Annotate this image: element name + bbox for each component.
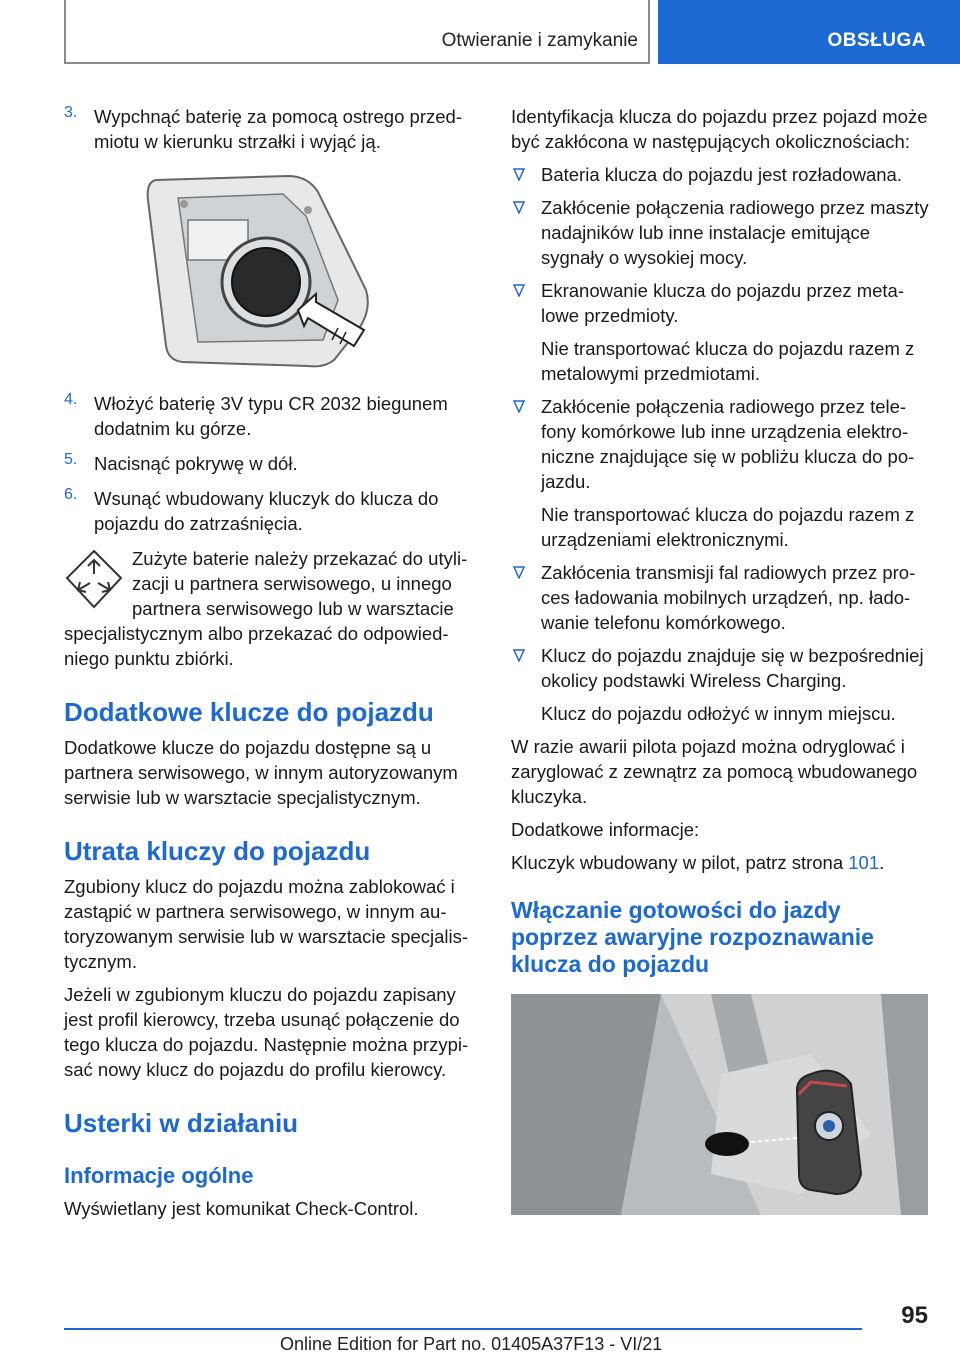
left-column — [64, 104, 478, 1229]
header-left-rule — [64, 0, 66, 64]
step-item — [64, 486, 478, 536]
paragraph-emergency-unlock: W razie awarii pilota pojazd można odryglować i zaryglować z zewnątrz za pomocą wbudowanego kluczyka. — [511, 736, 918, 807]
header-bottom-rule — [64, 62, 650, 64]
step-text: Nacisnąć pokrywę w dół. — [94, 453, 298, 474]
step-number: 6. — [64, 486, 78, 503]
steps-list-a — [64, 104, 478, 154]
paragraph-general-info: Wyświetlany jest komunikat Check-Control. — [64, 1198, 419, 1219]
recycling-text: Zużyte baterie należy przekazać do utylizacji u partnera serwisowego, u innego partnera serwisowego lub w warsztacie specjalistycznym albo przekazać do odpowiedniego punktu zbiórki. — [64, 548, 468, 669]
bullet-item — [511, 560, 931, 635]
step-item — [64, 451, 478, 476]
step-text: Włożyć baterię 3V typu CR 2032 biegunem dodatnim ku górze. — [94, 393, 448, 439]
step-item — [64, 391, 478, 441]
step-number: 3. — [64, 104, 78, 121]
reference-end: . — [879, 852, 885, 873]
paragraph-extra-keys: Dodatkowe klucze do pojazdu dostępne są u partnera serwisowego, w innym autoryzowanym serwisie lub w warsztacie specjalistycznym. — [64, 737, 458, 808]
bullet-item — [511, 643, 931, 693]
bullet-text: Zakłócenia transmisji fal radiowych przez proces ładowania mobilnych urządzeń, np. ładowanie telefonu komórkowego. — [541, 562, 916, 633]
step-number: 4. — [64, 391, 78, 408]
bullet-subtext: Klucz do pojazdu odłożyć w innym miejscu. — [541, 703, 896, 724]
triangle-bullet-icon — [513, 400, 525, 413]
triangle-bullet-icon — [513, 201, 525, 214]
header-chapter-label: OBSŁUGA — [827, 30, 926, 51]
heading-faults: Usterki w działaniu — [64, 1108, 299, 1138]
bullet-item — [511, 394, 931, 494]
header-section-title: Otwieranie i zamykanie — [441, 30, 638, 51]
paragraph-lost-keys-1: Zgubiony klucz do pojazdu można zablokować i zastąpić w partnera serwisowego, w innym autoryzowanym serwisie lub w warsztacie specjalistycznym. — [64, 876, 469, 972]
triangle-bullet-icon — [513, 284, 525, 297]
emergency-detection-photo — [511, 994, 928, 1215]
bullet-text: Ekranowanie klucza do pojazdu przez metalowe przedmioty. — [541, 280, 905, 326]
footer-rule — [64, 1328, 862, 1330]
bullet-text: Bateria klucza do pojazdu jest rozładowana. — [541, 164, 902, 185]
reference-text: Kluczyk wbudowany w pilot, patrz strona — [511, 852, 849, 873]
footer-edition: Online Edition for Part no. 01405A37F13 - VI/21 — [280, 1334, 663, 1354]
bullet-item — [511, 162, 931, 187]
bullet-item — [511, 195, 931, 270]
step-number: 5. — [64, 451, 78, 468]
page-number: 95 — [901, 1302, 928, 1329]
heading-lost-keys: Utrata kluczy do pojazdu — [64, 836, 371, 866]
bullet-item — [511, 278, 931, 328]
steps-list-b — [64, 391, 478, 536]
interference-bullet-list — [511, 162, 931, 726]
paragraph-more-info: Dodatkowe informacje: — [511, 819, 700, 840]
key-battery-illustration — [138, 170, 378, 370]
triangle-bullet-icon — [513, 168, 525, 181]
heading-general-info: Informacje ogólne — [64, 1163, 254, 1188]
step-text: Wsunąć wbudowany kluczyk do klucza do pojazdu do zatrzaśnięcia. — [94, 488, 439, 534]
step-text: Wypchnąć baterię za pomocą ostrego przedmiotu w kierunku strzałki i wyjąć ją. — [94, 106, 462, 152]
paragraph-interference-intro: Identyfikacja klucza do pojazdu przez pojazd może być zakłócona w następujących okolicznościach: — [511, 106, 928, 152]
paragraph-page-reference — [511, 850, 931, 875]
triangle-bullet-icon — [513, 649, 525, 662]
header-chapter-tab — [658, 0, 960, 64]
heading-extra-keys: Dodatkowe klucze do pojazdu — [64, 697, 434, 727]
recycle-icon — [64, 548, 124, 610]
recycling-note — [64, 546, 478, 671]
bullet-subtext: Nie transportować klucza do pojazdu razem z metalowymi przedmiotami. — [541, 338, 915, 384]
step-item — [64, 104, 478, 154]
right-column — [511, 104, 931, 1215]
triangle-bullet-icon — [513, 566, 525, 579]
bullet-text: Zakłócenie połączenia radiowego przez telefony komórkowe lub inne urządzenia elektroniczne znajdujące się w pobliżu klucza do pojazdu. — [541, 396, 915, 492]
paragraph-lost-keys-2: Jeżeli w zgubionym kluczu do pojazdu zapisany jest profil kierowcy, trzeba usunąć połączenie do tego klucza do pojazdu. Następnie można przypisać nowy klucz do pojazdu do profilu kierowcy. — [64, 984, 469, 1080]
bullet-subtext: Nie transportować klucza do pojazdu razem z urządzeniami elektronicznymi. — [541, 504, 915, 550]
page-reference-link[interactable]: 101 — [848, 852, 880, 873]
header-right-rule — [648, 0, 650, 64]
bullet-text: Klucz do pojazdu znajduje się w bezpośredniej okolicy podstawki Wireless Charging. — [541, 645, 924, 691]
bullet-text: Zakłócenie połączenia radiowego przez maszty nadajników lub inne instalacje emitujące sygnały o wysokiej mocy. — [541, 197, 929, 268]
heading-emergency-detection: Włączanie gotowości do jazdy poprzez awaryjne rozpoznawanie klucza do pojazdu — [511, 897, 874, 977]
